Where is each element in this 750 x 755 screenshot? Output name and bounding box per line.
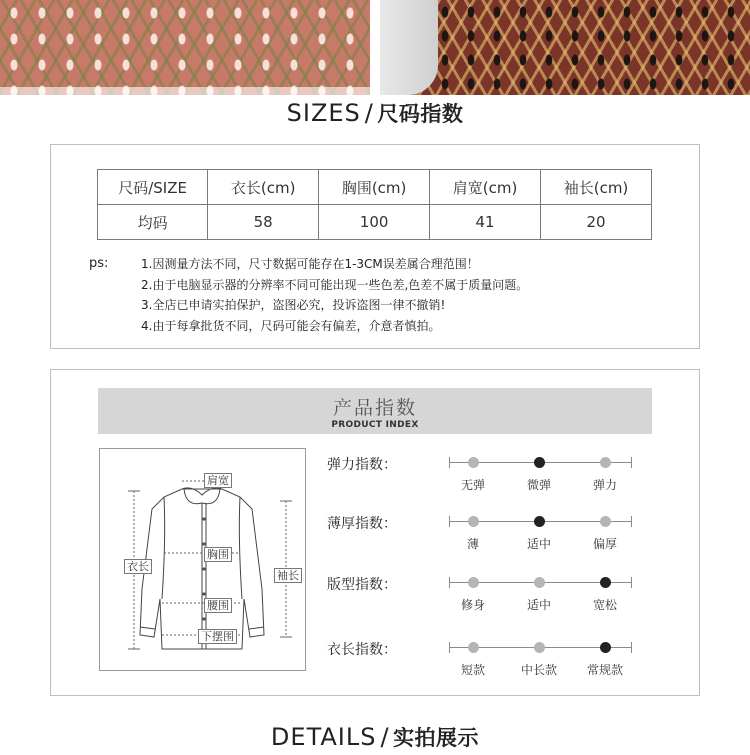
index-name: 衣长指数： — [327, 642, 397, 658]
index-option: 薄 — [466, 537, 479, 551]
index-dot — [468, 577, 479, 588]
details-heading-sep: / — [380, 723, 390, 751]
index-row-fit — [327, 574, 657, 614]
index-option: 弹力 — [592, 478, 617, 492]
index-dot — [600, 457, 611, 468]
scale-tick — [631, 642, 632, 653]
garment-diagram — [99, 448, 306, 671]
scale-tick — [631, 577, 632, 588]
diagram-label-chest: 胸围 — [204, 547, 232, 562]
size-table-cell: 58 — [208, 205, 319, 240]
sizes-heading-sep: / — [364, 99, 374, 127]
index-row-thickness — [327, 513, 657, 553]
diagram-label-hem: 下摆围 — [198, 629, 237, 644]
size-table-header: 袖长(cm) — [541, 170, 652, 205]
details-heading-en: DETAILS — [270, 723, 377, 751]
index-dot — [600, 642, 611, 653]
size-table-cell: 100 — [319, 205, 430, 240]
size-table-header: 肩宽(cm) — [430, 170, 541, 205]
index-row-elasticity — [327, 454, 657, 494]
notes-prefix: ps: — [89, 256, 109, 271]
size-table-header: 衣长(cm) — [208, 170, 319, 205]
size-table-header-row — [98, 170, 652, 205]
scale-tick — [449, 577, 450, 588]
index-option: 适中 — [526, 598, 551, 612]
index-option: 微弹 — [526, 478, 551, 492]
note-item: 4.由于每拿批货不同，尺码可能会有偏差，介意者慎拍。 — [141, 318, 441, 333]
size-notes — [89, 254, 528, 336]
index-name: 弹力指数： — [327, 457, 397, 473]
product-index-subtitle: PRODUCT INDEX — [331, 420, 419, 430]
index-option: 常规款 — [586, 663, 623, 677]
index-dot — [468, 457, 479, 468]
index-option: 修身 — [460, 598, 485, 612]
product-index-title: 产品指数 — [332, 397, 417, 419]
sizes-heading — [0, 98, 750, 128]
size-table-header: 胸围(cm) — [319, 170, 430, 205]
diagram-label-waist: 腰围 — [204, 598, 232, 613]
scale-tick — [449, 642, 450, 653]
index-option: 无弹 — [460, 478, 485, 492]
scale-tick — [631, 457, 632, 468]
diagram-label-shoulder: 肩宽 — [204, 473, 232, 488]
index-option: 短款 — [460, 663, 485, 677]
index-dot — [534, 642, 545, 653]
size-table-cell: 20 — [541, 205, 652, 240]
index-dot — [534, 457, 545, 468]
index-option: 适中 — [526, 537, 551, 551]
product-index-banner — [98, 388, 652, 434]
note-item: 1.因测量方法不同，尺寸数据可能存在1-3CM误差属合理范围！ — [141, 257, 479, 271]
index-option: 偏厚 — [592, 537, 617, 551]
scale-tick — [449, 516, 450, 527]
diagram-label-sleeve: 袖长 — [274, 568, 302, 583]
size-table-row — [98, 205, 652, 240]
product-photo-left — [0, 0, 370, 95]
index-dot — [468, 516, 479, 527]
size-panel — [50, 144, 700, 349]
scale-tick — [631, 516, 632, 527]
index-option: 宽松 — [592, 598, 617, 612]
diagram-label-length: 衣长 — [124, 559, 152, 574]
index-dot — [534, 577, 545, 588]
details-heading — [0, 722, 750, 752]
index-name: 薄厚指数： — [327, 516, 397, 532]
size-table-cell: 均码 — [98, 205, 208, 240]
index-dot — [468, 642, 479, 653]
index-dot — [600, 516, 611, 527]
index-name: 版型指数： — [327, 577, 397, 593]
index-dot — [600, 577, 611, 588]
index-row-length — [327, 639, 657, 679]
scale-tick — [449, 457, 450, 468]
product-photo-right — [380, 0, 750, 95]
size-table-header: 尺码/SIZE — [98, 170, 208, 205]
details-heading-zh: 实拍展示 — [393, 726, 480, 750]
note-item: 3.全店已申请实拍保护，盗图必究，投诉盗图一律不撤销! — [141, 298, 446, 312]
note-item: 2.由于电脑显示器的分辨率不同可能出现一些色差,色差不属于质量问题。 — [141, 277, 529, 292]
size-table — [97, 169, 652, 240]
index-dot — [534, 516, 545, 527]
product-index-panel — [50, 369, 700, 696]
index-option: 中长款 — [520, 663, 557, 677]
sizes-heading-zh: 尺码指数 — [377, 102, 464, 126]
size-table-cell: 41 — [430, 205, 541, 240]
sizes-heading-en: SIZES — [286, 99, 361, 127]
